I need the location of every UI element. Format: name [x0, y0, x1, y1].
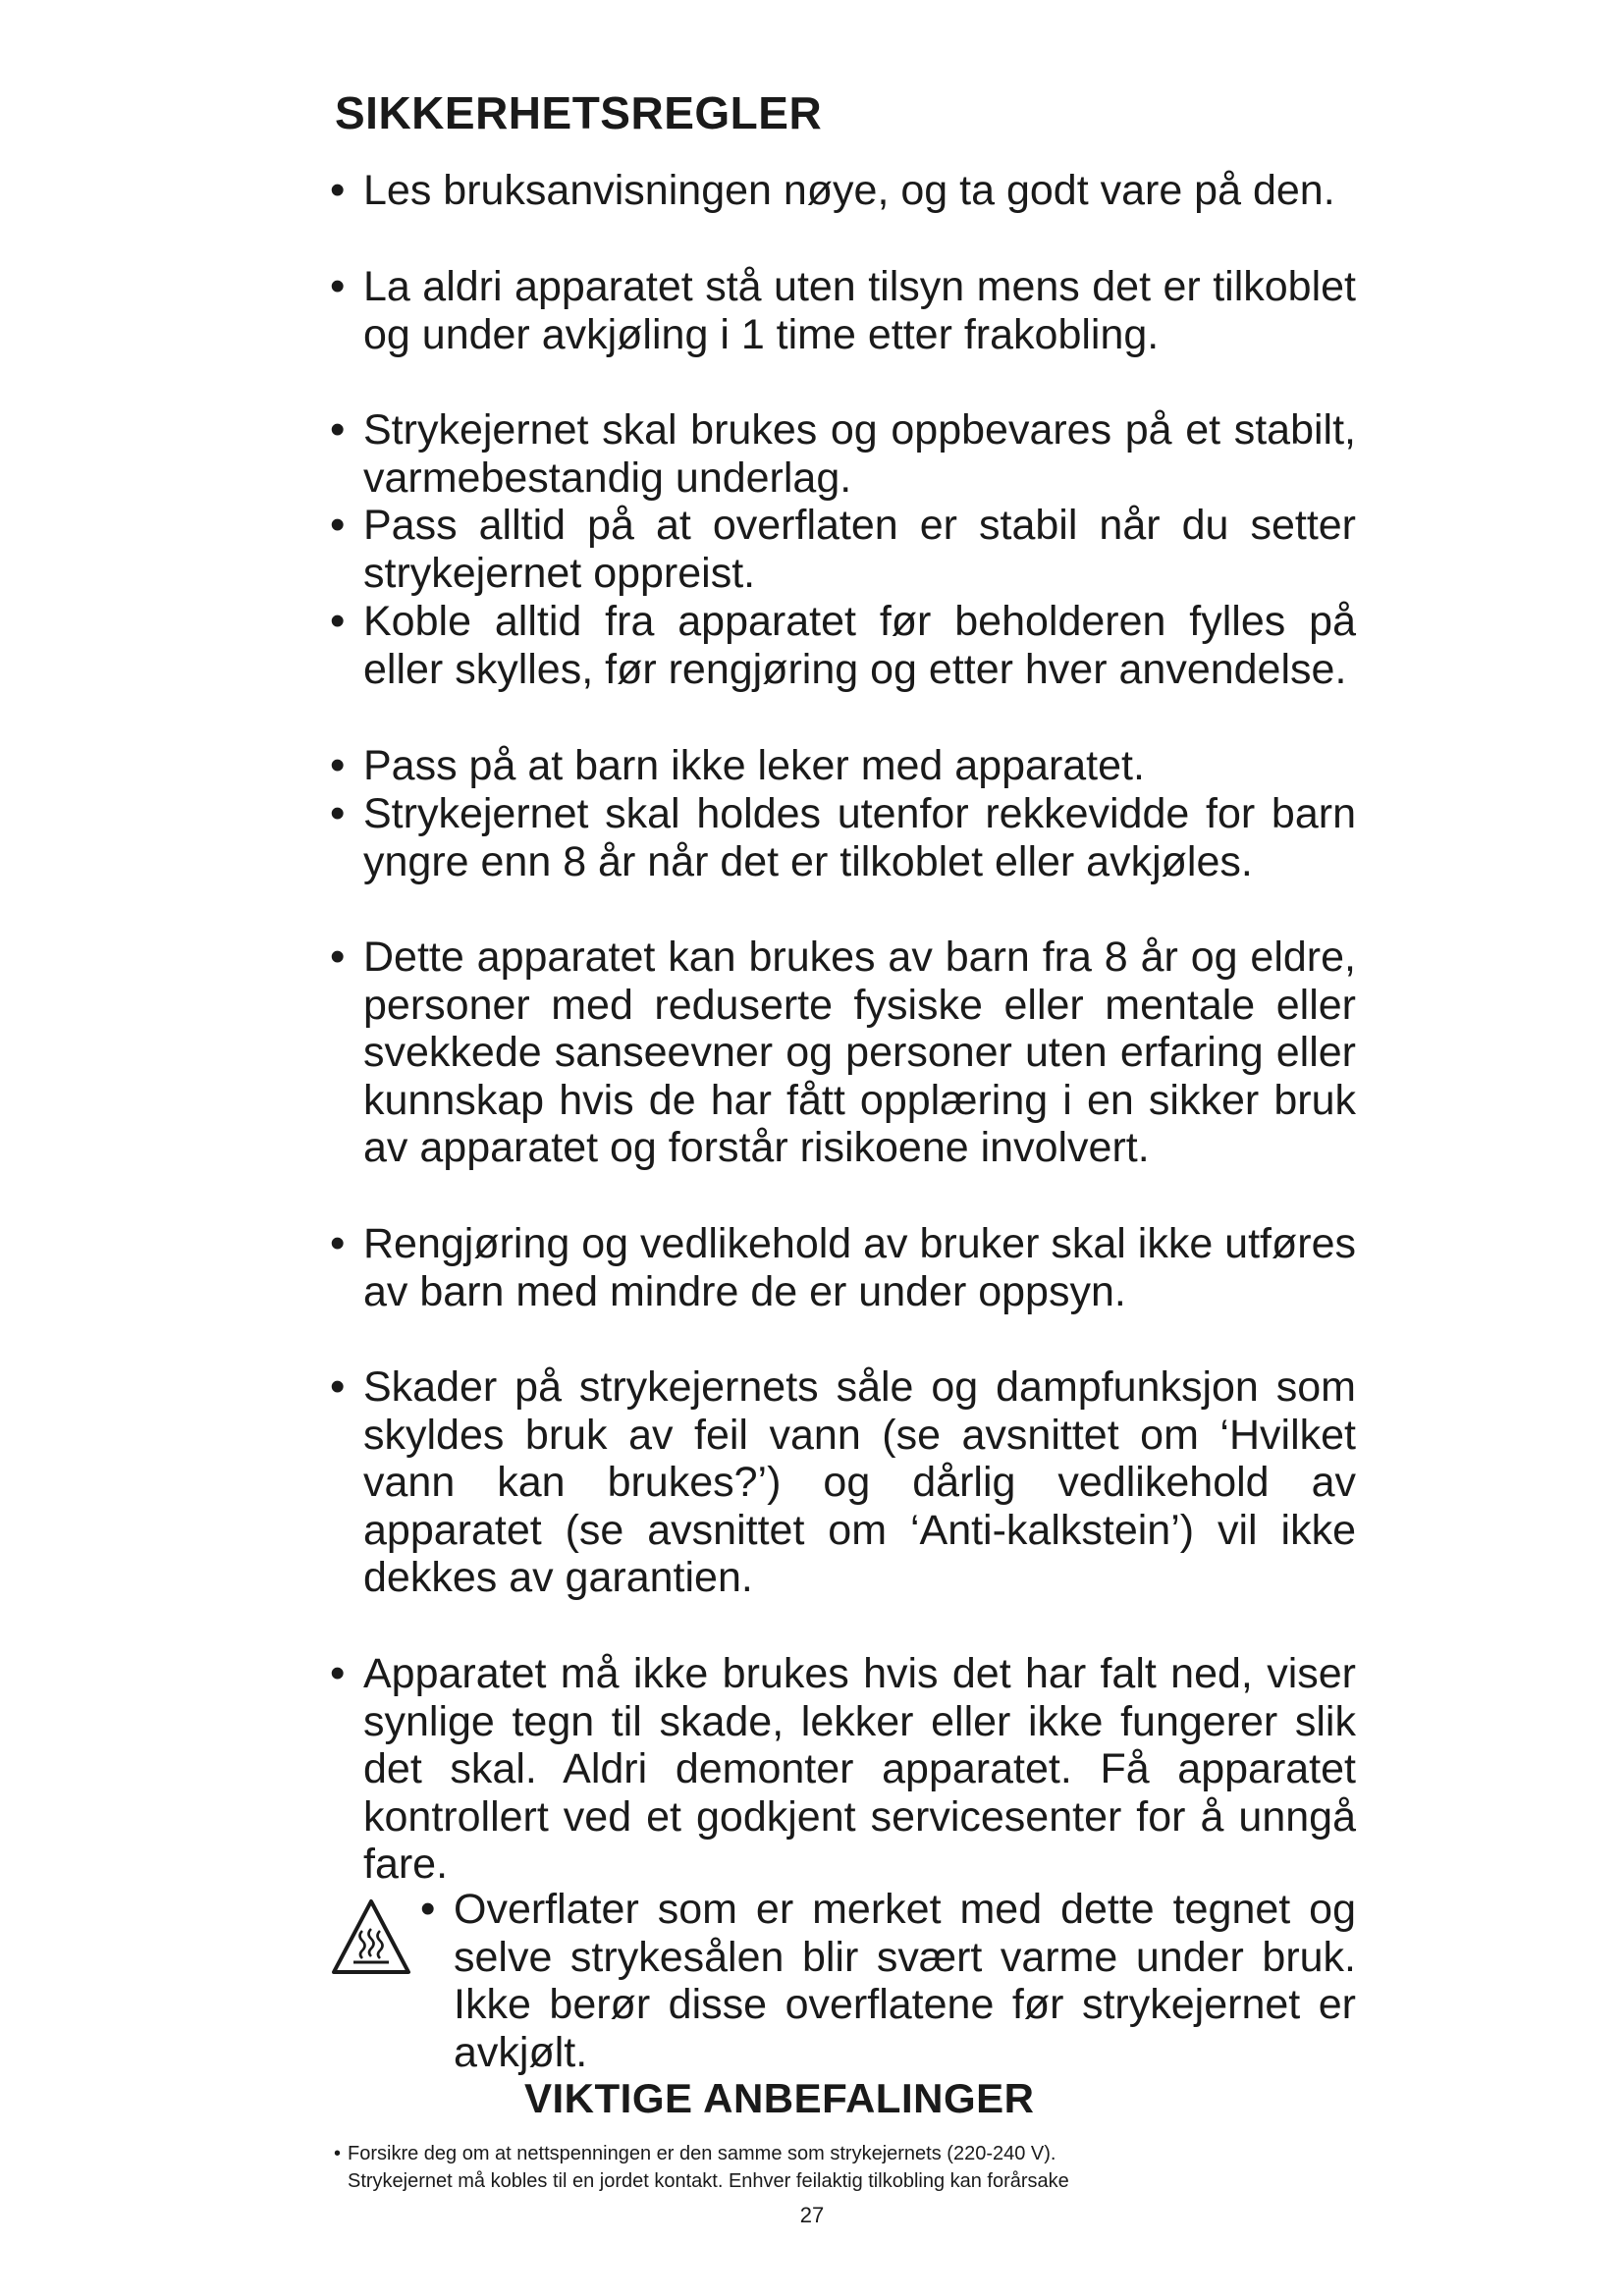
page-title: SIKKERHETSREGLER: [335, 87, 823, 138]
bullet-marker: •: [330, 1362, 346, 1411]
list-item-text: Koble alltid fra apparatet før beholderen fylles på eller skylles, før rengjøring og etter hver anvendelse.: [363, 598, 1356, 693]
list-item-text: Strykejernet skal brukes og oppbevares på et stabilt, varmebestandig underlag.: [363, 406, 1356, 502]
warning-text: Overflater som er merket med dette tegnet og selve strykesålen blir svært varme under bruk. Ikke berør disse overflatene før strykejernet er avkjølt.: [454, 1886, 1356, 2076]
bullet-marker: •: [420, 1885, 436, 1933]
list-item-text: Strykejernet skal holdes utenfor rekkevidde for barn yngre enn 8 år når det er tilkoblet eller avkjøles.: [363, 790, 1356, 885]
bullet-marker: •: [330, 597, 346, 645]
list-item-text: Rengjøring og vedlikehold av bruker skal ikke utføres av barn med mindre de er under oppsyn.: [363, 1220, 1356, 1315]
bullet-marker: •: [330, 1649, 346, 1697]
recommendation-text: [348, 2140, 1329, 2195]
bullet-marker: •: [334, 2143, 342, 2164]
recommendation-line-1: Forsikre deg om at nettspenningen er den samme som strykejernets (220-240 V).: [348, 2143, 1056, 2164]
bullet-marker: •: [330, 166, 346, 214]
bullet-marker: •: [330, 405, 346, 454]
recommendation-line-2: Strykejernet må kobles til en jordet kontakt. Enhver feilaktig tilkobling kan forårsake: [348, 2170, 1069, 2192]
bullet-marker: •: [330, 1219, 346, 1267]
bullet-marker: •: [330, 789, 346, 837]
list-item-text: La aldri apparatet stå uten tilsyn mens det er tilkoblet og under avkjøling i 1 time etter frakobling.: [363, 263, 1356, 358]
list-item-text: Skader på strykejernets såle og dampfunksjon som skyldes bruk av feil vann (se avsnittet om ‘Hvilket vann kan brukes?’) og dårlig vedlikehold av apparatet (se avsnittet om ‘Anti-kalkstein’) vil ikke dekkes av garantien.: [363, 1363, 1356, 1602]
bullet-marker: •: [330, 501, 346, 549]
bullet-marker: •: [330, 741, 346, 789]
page-number: 27: [799, 2203, 825, 2227]
list-item-text: Apparatet må ikke brukes hvis det har falt ned, viser synlige tegn til skade, lekker eller ikke fungerer slik det skal. Aldri demonter apparatet. Få apparatet kontrollert ved et godkjent servicesenter for å unngå fare.: [363, 1650, 1356, 1889]
bullet-marker: •: [330, 933, 346, 981]
list-item-text: Pass alltid på at overflaten er stabil når du setter strykejernet oppreist.: [363, 502, 1356, 597]
hot-surface-warning-icon: [330, 1897, 412, 1976]
section-heading: VIKTIGE ANBEFALINGER: [524, 2075, 1035, 2121]
hot-surface-warning: [330, 1886, 1356, 2082]
list-item-text: Les bruksanvisningen nøye, og ta godt vare på den.: [363, 167, 1335, 214]
list-item-text: Pass på at barn ikke leker med apparatet.: [363, 742, 1145, 789]
bullet-marker: •: [330, 262, 346, 310]
list-item-text: Dette apparatet kan brukes av barn fra 8 år og eldre, personer med reduserte fysiske eller mentale eller svekkede sanseevner og personer uten erfaring eller kunnskap hvis de har fått opplæring i en sikker bruk av apparatet og forstår risikoene involvert.: [363, 934, 1356, 1172]
